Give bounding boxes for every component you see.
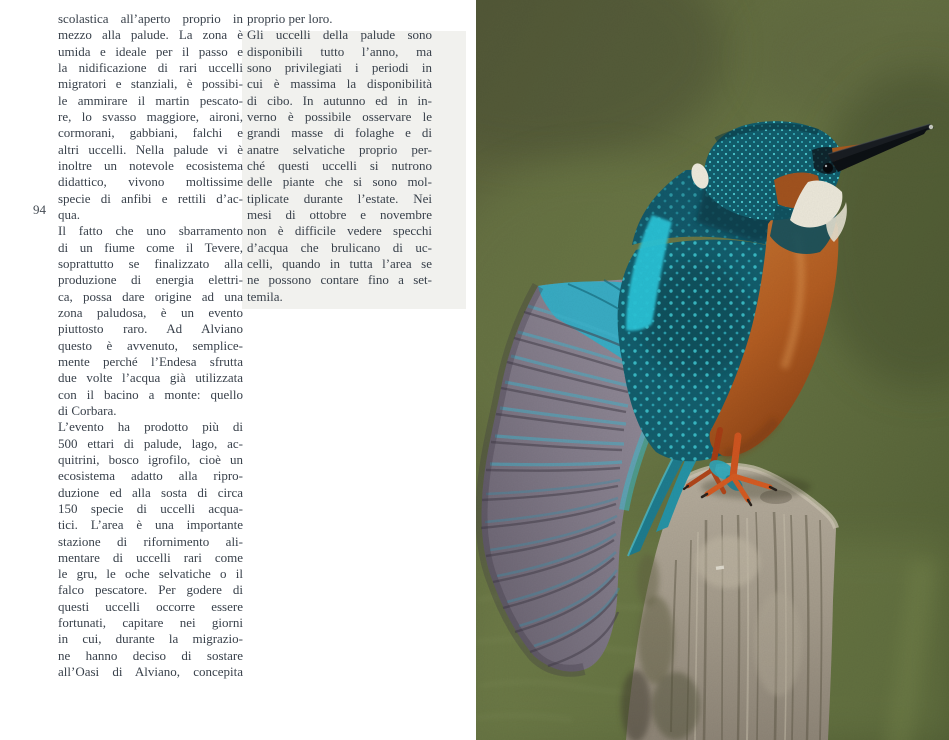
paragraph	[247, 11, 432, 27]
text-line: grandi masse di folaghe e di	[247, 125, 432, 141]
text-line: didattico, vivono moltissime	[58, 174, 243, 190]
paragraph	[58, 223, 243, 419]
text-line: ché questi uccelli si nutrono	[247, 157, 432, 173]
text-line: anatre selvatiche proprio per-	[247, 141, 432, 157]
text-line: non è difficile vedere specchi	[247, 223, 432, 239]
text-line: duzione ed alla sosta di circa	[58, 484, 243, 500]
text-line: scolastica all’aperto proprio in	[58, 11, 243, 26]
text-column-right	[247, 11, 432, 305]
text-line: stazione di rifornimento ali-	[58, 533, 243, 549]
text-line: di cibo. In autunno ed in in-	[247, 92, 432, 108]
text-line: mente perché l’Endesa sfrutta	[58, 353, 243, 369]
text-line: ne possono contare fino a set-	[247, 272, 432, 288]
text-line: verno è possibile osservare le	[247, 108, 432, 124]
text-line: questo è avvenuto, semplice-	[58, 337, 243, 353]
text-line: fortunati, capitare nei giorni	[58, 615, 243, 631]
text-line: mentare di uccelli rari come	[58, 549, 243, 565]
text-line: ecosistema adatto alla ripro-	[58, 468, 243, 484]
text-line: delle piante che si sono mol-	[247, 174, 432, 190]
text-line: Gli uccelli della palude sono	[247, 27, 432, 43]
text-line: con il bacino a monte: quello	[58, 386, 243, 402]
text-line: Il fatto che uno sbarramento	[58, 223, 243, 239]
text-line: mesi di ottobre e novembre	[247, 206, 432, 222]
text-line: specie di anfibi e rettili d’ac-	[58, 190, 243, 206]
text-line: soprattutto se finalizzato alla	[58, 255, 243, 271]
text-line: questi uccelli occorre essere	[58, 598, 243, 614]
text-line: in cui, durante la migrazio-	[58, 631, 243, 647]
text-line: le gru, le oche selvatiche o il	[58, 566, 243, 582]
text-line: due volte l’acqua già utilizzata	[58, 370, 243, 386]
page-number: 94	[33, 202, 46, 217]
text-line: piuttosto raro. Ad Alviano	[58, 321, 243, 337]
photo-grain	[476, 0, 949, 740]
paragraph	[247, 27, 432, 305]
text-line: migratori e stanziali, è possibi-	[58, 76, 243, 92]
text-line: produzione di energia elettri-	[58, 272, 243, 288]
text-line: tici. L’area è una importante	[58, 517, 243, 533]
text-line: ca, possa dare origine ad una	[58, 288, 243, 304]
text-line: celli, quando in tutta l’area se	[247, 255, 432, 271]
text-line: disponibili tutto l’anno, ma	[247, 43, 432, 59]
kingfisher-photo	[476, 0, 949, 740]
text-line: temila.	[247, 288, 283, 304]
text-line: qua.	[58, 206, 81, 222]
text-line: altri uccelli. Nella palude vi è	[58, 141, 243, 157]
text-line: di un fiume come il Tevere,	[58, 239, 243, 255]
text-line: re, lo svasso maggiore, aironi,	[58, 108, 243, 124]
text-column-left	[58, 11, 243, 680]
text-line: cui è massima la disponibilità	[247, 76, 432, 92]
text-line: le ammirare il martin pescato-	[58, 92, 243, 108]
paragraph	[58, 11, 243, 223]
text-line: quitrini, bosco igrofilo, cioè un	[58, 451, 243, 467]
text-line: tiplicate durante l’estate. Nei	[247, 190, 432, 206]
text-line: la nidificazione di rari uccelli	[58, 59, 243, 75]
text-line: L’evento ha prodotto più di	[58, 419, 243, 435]
text-line: d’acqua che brulicano di uc-	[247, 239, 432, 255]
text-line: all’Oasi di Alviano, concepita	[58, 664, 243, 680]
paragraph	[58, 419, 243, 680]
text-line: falco pescatore. Per godere di	[58, 582, 243, 598]
text-line: sono privilegiati i periodi in	[247, 59, 432, 75]
text-line: mezzo alla palude. La zona è	[58, 27, 243, 43]
text-line: umida e ideale per il passo e	[58, 43, 243, 59]
text-line: cormorani, gabbiani, falchi e	[58, 125, 243, 141]
text-line: 150 specie di uccelli acqua-	[58, 500, 243, 516]
text-line: inoltre un notevole ecosistema	[58, 157, 243, 173]
text-line: ne hanno deciso di sostare	[58, 647, 243, 663]
text-line: 500 ettari di palude, lago, ac-	[58, 435, 243, 451]
text-line: di Corbara.	[58, 402, 117, 418]
text-line: proprio per loro.	[247, 11, 333, 26]
text-line: zona paludosa, è un evento	[58, 304, 243, 320]
